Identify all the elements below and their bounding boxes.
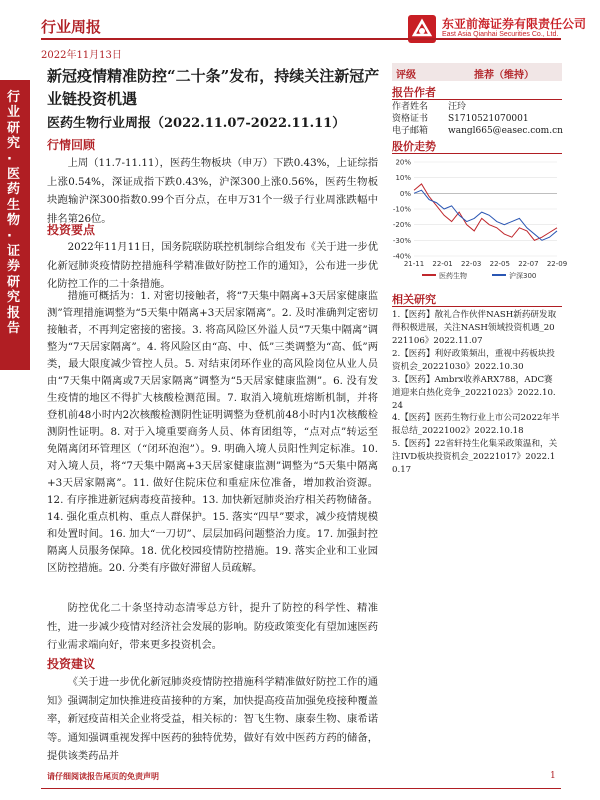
chart-divider [392, 153, 562, 154]
x-tick-label: 22-09 [546, 260, 568, 268]
company-name-cn: 东亚前海证券有限责任公司 [442, 17, 587, 31]
x-tick-label: 22-01 [432, 260, 453, 268]
analyst-row-license [392, 113, 529, 126]
related-item[interactable]: 3.【医药】Ambrx收养ARX788，ADC赛道迎来白热化竞争_20221023》2022.10.24 [392, 375, 556, 411]
report-type: 行业周报 [41, 18, 102, 36]
legend-label: 医药生物 [439, 272, 467, 280]
price-chart [392, 156, 568, 286]
rating-value: 推荐（维持） [474, 70, 534, 81]
rating-label: 评级 [396, 70, 416, 81]
report-title: 新冠疫情精准防控“二十条”发布，持续关注新冠产业链投资机遇 [47, 67, 380, 108]
header-divider [41, 38, 561, 40]
footer-divider [41, 788, 561, 789]
section-heading-advice: 投资建议 [47, 657, 96, 671]
analyst-key: 资格证书 [392, 114, 429, 124]
x-tick-label: 22-07 [518, 260, 539, 268]
focus-paragraph-2: 措施可概括为：1. 对密切接触者，将“7天集中隔离+3天居家健康监测”管理措施调整为“5天集中隔离+3天居家隔离”。2. 及时准确判定密切接触者，不再判定密接的密接。3. 将高风险区外溢人员“7天集中隔离”调整为“7天居家隔离”。4. 将风险区由“高、中、低”三类调整为“高、低”两类，最大限度减少管控人员。5. 对结束闭环作业的高风险岗位从业人员由“7天集中隔离或7天居家隔离”调整为“5天居家健康监测”。6. 没有发生疫情的地区不得扩大核酸检测范围。7. 取消入境航班熔断机制，并将登机前48小时内2次核酸检测阴性证明调整为登机前48小时内1次核酸检测阴性证明。8. 对于入境重要商务人员、体育团组等，“点对点”转运至免隔离闭环管理区（“闭环泡泡”）。9. 明确入境人员阳性判定标准。10. 对入境人员，将“7天集中隔离+3天居家健康监测”调整为“5天集中隔离+3天居家隔离”。11. 做好住院床位和重症床位准备，增加救治资源。12. 有序推进新冠病毒疫苗接种。13. 加快新冠肺炎治疗相关药物储备。14. 强化重点机构、重点人群保护。15. 落实“四早”要求，减少疫情规模和处置时间。16. 加大“一刀切”、层层加码问题整治力度。17. 加强封控隔离人员服务保障。18. 优化校园疫情防控措施。19. 落实企业和工业园区防控措施。20. 分类有序做好滞留人员疏解。 [47, 290, 378, 574]
y-tick-label: 20% [395, 158, 411, 167]
section-heading-focus: 投资要点 [47, 223, 96, 237]
page-number: 1 [550, 771, 556, 781]
legend-label: 沪深300 [509, 272, 537, 280]
y-tick-label: 0% [399, 189, 411, 198]
analyst-value: 汪玲 [448, 102, 467, 112]
x-tick-label: 21-11 [403, 260, 425, 268]
report-date: 2022年11月13日 [41, 50, 122, 61]
focus-paragraph-3: 防控优化二十条坚持动态清零总方针，提升了防控的科学性、精准性，进一步减少疫情对经济社会发展的影响。防疫政策变化有望加速医药行业需求端向好，带来更多投资机会。 [47, 602, 378, 652]
analyst-value: S1710521070001 [448, 114, 529, 124]
analyst-row-email [392, 125, 563, 138]
related-item[interactable]: 1.【医药】散礼合作伙伴NASH新药研发取得积极进展，关注NASH领域投资机遇_20221106》2022.11.07 [392, 310, 557, 346]
analyst-heading: 报告作者 [392, 86, 436, 99]
analyst-divider [392, 99, 562, 100]
related-divider [392, 306, 562, 307]
y-tick-label: -30% [392, 236, 411, 245]
company-name-en: East Asia Qianhai Securities Co., Ltd. [442, 31, 559, 38]
related-item[interactable]: 2.【医药】利好政策频出，重视中药板块投资机会_20221030》2022.10.30 [392, 349, 555, 372]
analyst-row-name [392, 101, 466, 114]
chart-heading: 股价走势 [392, 140, 436, 153]
x-tick-label: 22-03 [461, 260, 482, 268]
sidebar-text: 行业研究·医药生物·证券研究报告 [7, 90, 21, 337]
y-tick-label: -10% [392, 205, 411, 214]
analyst-key: 电子邮箱 [392, 126, 429, 136]
series-line [414, 184, 557, 240]
related-heading: 相关研究 [392, 293, 436, 306]
review-paragraph: 上周（11.7-11.11），医药生物板块（申万）下跌0.43%，上证综指上涨0.54%，深证成指下跌0.43%，沪深300上涨0.56%，医药生物板块跑输沪深300指数0.99个百分点，在申万31个一级子行业周涨跌幅中排名第26位。 [47, 157, 378, 225]
y-tick-label: -40% [392, 252, 411, 261]
report-subtitle: 医药生物行业周报（2022.11.07-2022.11.11） [47, 116, 346, 131]
analyst-key: 作者姓名 [392, 102, 429, 112]
x-tick-label: 22-05 [489, 260, 510, 268]
y-tick-label: 10% [395, 174, 411, 183]
footer-disclaimer: 请仔细阅读报告尾页的免责声明 [47, 771, 159, 781]
section-heading-review: 行情回顾 [47, 138, 96, 152]
series-line [414, 190, 557, 240]
y-tick-label: -20% [392, 221, 411, 230]
sidebar-banner [0, 80, 30, 370]
related-item[interactable]: 4.【医药】医药生物行业上市公司2022年半报总结_20221002》2022.10.18 [392, 413, 560, 436]
related-item[interactable]: 5.【医药】22省轩持生化集采政策温和，关注IVD板块投资机会_20221017》2022.10.17 [392, 439, 558, 475]
focus-paragraph-1: 2022年11月11日，国务院联防联控机制综合组发布《关于进一步优化新冠肺炎疫情防控措施科学精准做好防控工作的通知》，公布进一步优化防控工作的二十条措施。 [47, 241, 378, 291]
analyst-email[interactable]: wangl665@easec.com.cn [448, 126, 563, 136]
advice-paragraph: 《关于进一步优化新冠肺炎疫情防控措施科学精准做好防控工作的通知》强调制定加快推进疫苗接种的方案，加快提高疫苗加强免疫接种覆盖率，新冠疫苗相关企业将受益，相关标的：智飞生物、康泰生物、康希诺等。通知强调重视发挥中医药的独特优势，做好有效中医药方药的储备，提供该类药品并 [47, 676, 378, 763]
